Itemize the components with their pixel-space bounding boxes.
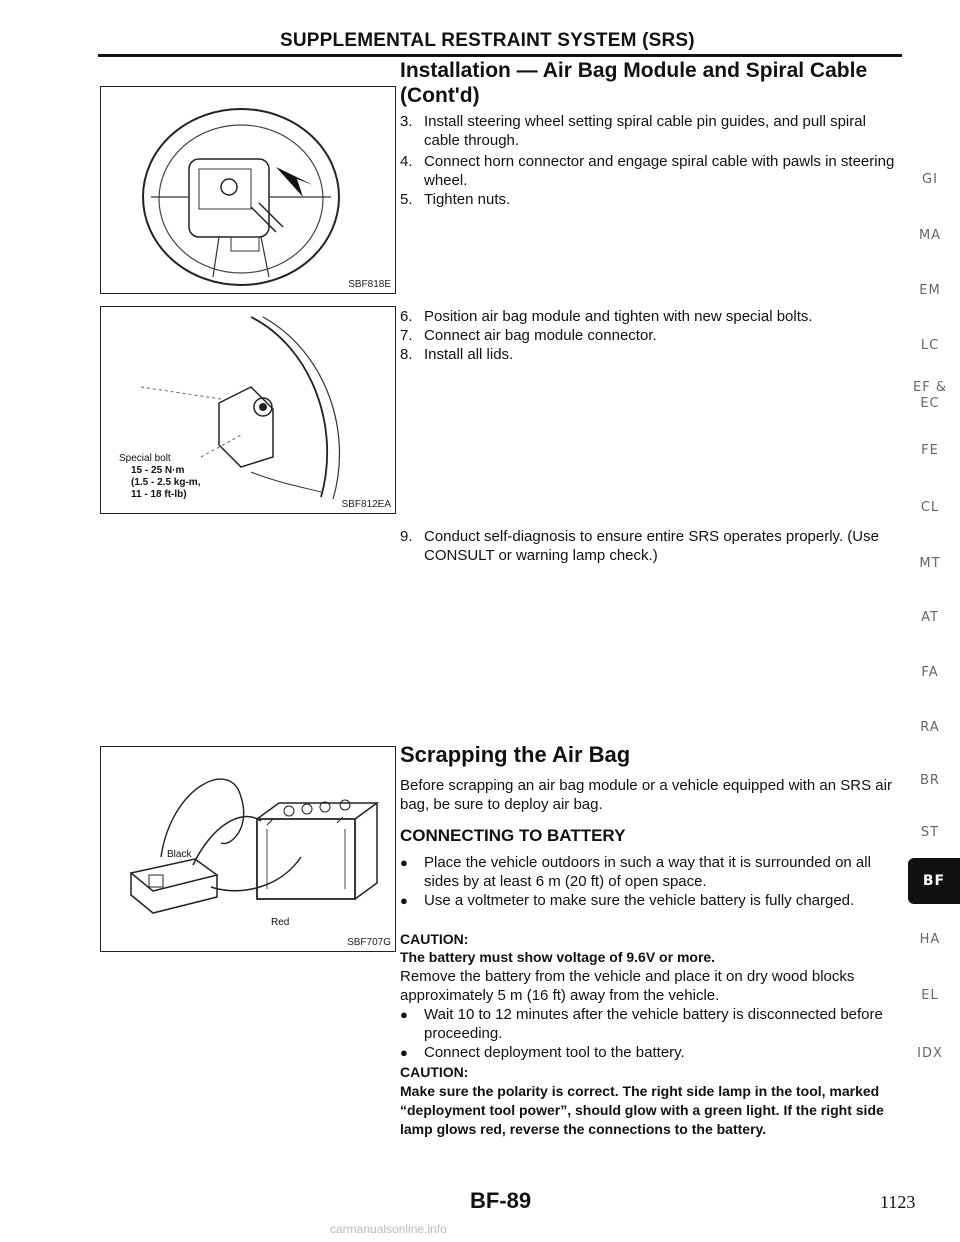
bullet-connect-tool: ● Connect deployment tool to the battery. bbox=[400, 1044, 685, 1061]
step-4: 4. Connect horn connector and engage spiral cable with pawls in steering wheel. bbox=[400, 153, 895, 189]
callout-torque-ftlb: 11 - 18 ft-lb) bbox=[131, 489, 187, 500]
installation-heading-line1: Installation — Air Bag Module and Spiral Cable bbox=[400, 59, 868, 82]
figure-air-bag-module-bolts bbox=[100, 306, 396, 514]
step-9: 9. Conduct self-diagnosis to ensure entire SRS operates properly. (Use CONSULT or warning lamp check.) bbox=[400, 528, 879, 564]
side-tab-st[interactable]: ST bbox=[920, 825, 940, 840]
label-black-clip: Black bbox=[167, 849, 192, 860]
header-rule bbox=[98, 54, 902, 57]
torque-callout bbox=[119, 453, 200, 501]
side-tab-br[interactable]: BR bbox=[920, 773, 940, 788]
step-5: 5. Tighten nuts. bbox=[400, 191, 511, 208]
side-tab-ec[interactable]: EC bbox=[920, 396, 940, 411]
callout-torque-nm: 15 - 25 N·m bbox=[131, 465, 185, 476]
bullet-voltmeter: ● Use a voltmeter to make sure the vehicle battery is fully charged. bbox=[400, 892, 855, 909]
scrapping-heading: Scrapping the Air Bag bbox=[400, 742, 631, 767]
side-tab-bf-active[interactable]: BF bbox=[908, 858, 960, 904]
page-number: 1123 bbox=[880, 1192, 916, 1212]
page-code: BF-89 bbox=[470, 1188, 532, 1213]
figure-code: SBF812EA bbox=[341, 499, 391, 510]
caution-label-2: CAUTION: bbox=[400, 1064, 469, 1080]
caution-text-1: The battery must show voltage of 9.6V or more. bbox=[400, 949, 716, 965]
battery-connection-illustration bbox=[101, 747, 397, 953]
figure-deployment-tool-battery bbox=[100, 746, 396, 952]
remove-battery-text: Remove the battery from the vehicle and place it on dry wood blocks approximately 5 m (16 ft) away from the vehicle. bbox=[400, 968, 855, 1004]
figure-steering-wheel-spiral-cable bbox=[100, 86, 396, 294]
side-tab-ha[interactable]: HA bbox=[919, 932, 941, 947]
side-tab-idx[interactable]: IDX bbox=[917, 1046, 943, 1061]
label-red-clip: Red bbox=[271, 917, 290, 928]
bullet-wait: ● Wait 10 to 12 minutes after the vehicle battery is disconnected before proceeding. bbox=[400, 1006, 883, 1042]
step-7: 7. Connect air bag module connector. bbox=[400, 327, 657, 344]
step-3: 3. Install steering wheel setting spiral cable pin guides, and pull spiral cable through. bbox=[400, 113, 866, 149]
bullet-dot: ● bbox=[400, 1045, 408, 1060]
side-tab-at[interactable]: AT bbox=[921, 610, 939, 625]
side-tab-gi[interactable]: GI bbox=[922, 172, 938, 187]
side-tab-mt[interactable]: MT bbox=[919, 556, 941, 571]
bullet-dot: ● bbox=[400, 855, 408, 870]
side-tab-ef[interactable]: EF & bbox=[913, 380, 947, 395]
steering-wheel-illustration bbox=[101, 87, 397, 295]
connecting-to-battery-heading: CONNECTING TO BATTERY bbox=[400, 826, 626, 845]
side-tab-ra[interactable]: RA bbox=[920, 720, 940, 735]
side-tab-el[interactable]: EL bbox=[921, 988, 939, 1003]
side-tab-fa[interactable]: FA bbox=[921, 665, 939, 680]
figure-code: SBF818E bbox=[348, 279, 391, 290]
side-tab-lc[interactable]: LC bbox=[920, 338, 940, 353]
side-tab-cl[interactable]: CL bbox=[920, 500, 940, 515]
step-8: 8. Install all lids. bbox=[400, 346, 514, 363]
side-tab-ma[interactable]: MA bbox=[918, 228, 942, 243]
installation-heading-line2: (Cont'd) bbox=[400, 84, 480, 107]
step-6: 6. Position air bag module and tighten with new special bolts. bbox=[400, 308, 813, 325]
scrapping-intro: Before scrapping an air bag module or a vehicle equipped with an SRS air bag, be sure to deploy air bag. bbox=[400, 777, 892, 813]
caution-text-2: Make sure the polarity is correct. The right side lamp in the tool, marked “deployment tool power”, should glow with a green light. If the right side lamp glows red, reverse the connections to the battery. bbox=[400, 1083, 884, 1137]
side-tab-fe[interactable]: FE bbox=[921, 443, 939, 458]
caution-label-1: CAUTION: bbox=[400, 931, 469, 947]
watermark: carmanualsonline.info bbox=[330, 1222, 447, 1236]
callout-torque-kgm: (1.5 - 2.5 kg-m, bbox=[131, 477, 201, 488]
bullet-dot: ● bbox=[400, 1007, 408, 1022]
page-header-title: SUPPLEMENTAL RESTRAINT SYSTEM (SRS) bbox=[280, 30, 695, 51]
bullet-dot: ● bbox=[400, 893, 408, 908]
figure-code: SBF707G bbox=[347, 937, 391, 948]
side-tab-em[interactable]: EM bbox=[919, 283, 941, 298]
bullet-outdoors: ● Place the vehicle outdoors in such a way that it is surrounded on all sides by at least 6 m (20 ft) of open space. bbox=[400, 854, 871, 890]
callout-special-bolt: Special bolt bbox=[119, 453, 171, 464]
